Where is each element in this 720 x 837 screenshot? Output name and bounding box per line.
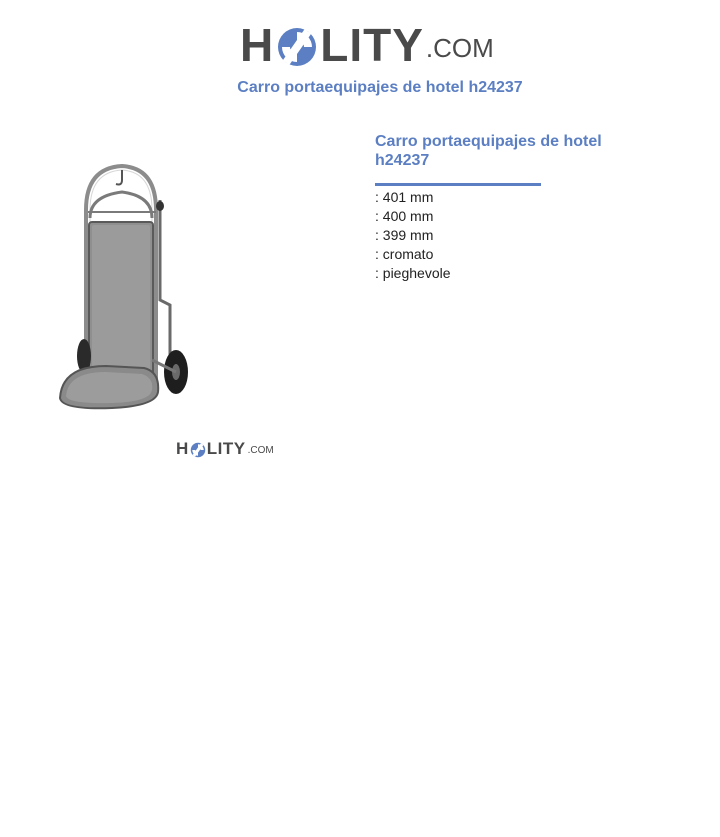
small-logo-letter-h: H bbox=[176, 439, 189, 458]
spec-item: : 400 mm bbox=[375, 208, 434, 224]
page-title: Carro portaequipajes de hotel h24237 bbox=[237, 79, 523, 96]
spec-list bbox=[375, 188, 605, 283]
logo-letter-h: H bbox=[240, 19, 275, 71]
logo-domain: .COM bbox=[425, 33, 494, 63]
small-logo-letters-lity: LITY bbox=[206, 439, 246, 458]
luggage-trolley-image bbox=[52, 160, 202, 416]
logo-wordmark bbox=[240, 19, 424, 71]
product-title: Carro portaequipajes de hotel h24237 bbox=[375, 133, 602, 169]
small-logo-domain: .COM bbox=[247, 445, 274, 456]
image-watermark-logo bbox=[176, 440, 274, 458]
spec-item: : 399 mm bbox=[375, 227, 434, 243]
small-logo-wordmark bbox=[176, 440, 246, 458]
title-divider bbox=[375, 183, 541, 186]
logo-letters-lity: LITY bbox=[320, 19, 424, 71]
product-info bbox=[375, 132, 605, 283]
spec-item: : pieghevole bbox=[375, 265, 451, 281]
spec-item: : cromato bbox=[375, 246, 434, 262]
small-holity-o-mark-icon bbox=[190, 442, 206, 458]
holity-o-mark-icon bbox=[276, 26, 318, 68]
spec-item: : 401 mm bbox=[375, 189, 434, 205]
site-logo[interactable] bbox=[240, 12, 494, 71]
